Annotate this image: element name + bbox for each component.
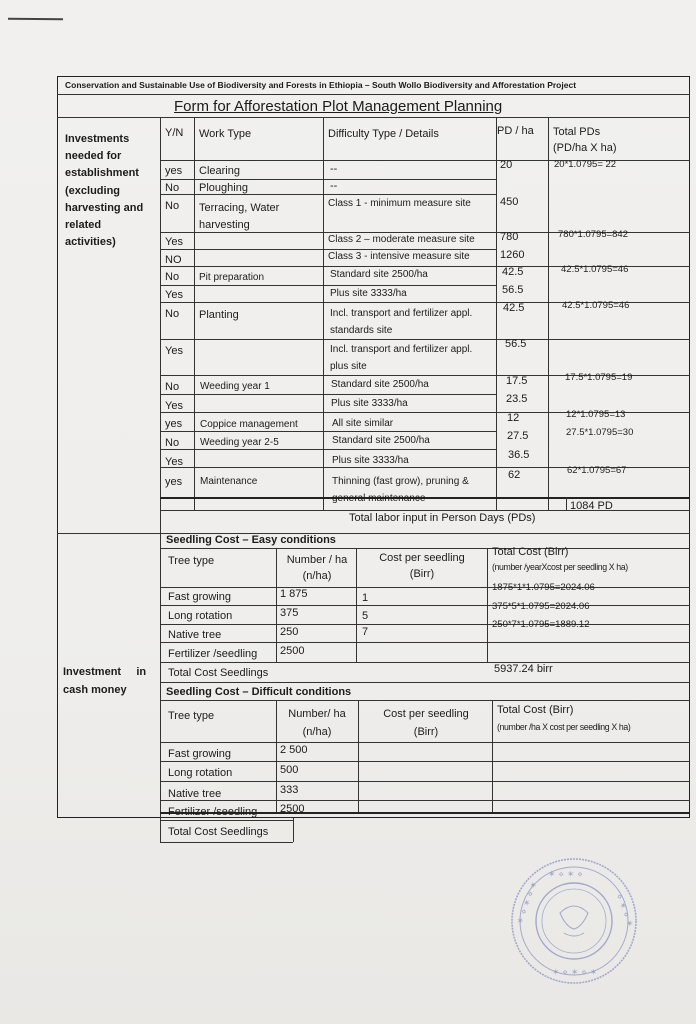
easy-col-cost: Cost per seedling (Birr) <box>379 552 465 580</box>
easy-total-value: 5937.24 birr <box>494 663 553 675</box>
table-row-diff: -- <box>330 163 338 175</box>
table-row-total: 1875*1*1.0795=2024.06 <box>492 582 595 593</box>
table-row-number: 2500 <box>280 645 305 657</box>
difficult-conditions-heading: Seedling Cost – Difficult conditions <box>166 686 352 698</box>
table-row-total: 17.5*1.0795=19 <box>565 372 633 383</box>
table-row-diff: Incl. transport and fertilizer appl. plus site <box>330 344 473 372</box>
table-row-diff: Class 3 - intensive measure site <box>328 251 470 262</box>
table-row-diff: Class 1 - minimum measure site <box>328 198 471 209</box>
svg-text:✶ ⋄ ✶ ⋄: ✶ ⋄ ✶ ⋄ <box>548 870 583 880</box>
table-row-pd: 62 <box>508 469 521 481</box>
form-title: Form for Afforestation Plot Management Planning <box>174 98 503 115</box>
table-row-total: 20*1.0795= 22 <box>554 159 617 170</box>
table-row-cost: 5 <box>362 610 369 622</box>
total-labor-label: Total labor input in Person Days (PDs) <box>349 512 536 524</box>
table-row-pd: 450 <box>500 196 519 208</box>
col-difficulty: Difficulty Type / Details <box>328 128 439 140</box>
table-row-diff: Thinning (fast grow), pruning & general maintenance <box>332 476 469 504</box>
col-total-pds: Total PDs (PD/ha X ha) <box>553 126 617 154</box>
table-row-diff: Plus site 3333/ha <box>332 455 409 466</box>
table-row-yn: No <box>165 200 180 212</box>
table-row-diff: Class 2 – moderate measure site <box>328 234 475 245</box>
table-row-pd: 42.5 <box>502 266 524 278</box>
table-row-number: 500 <box>280 764 299 776</box>
table-row-diff: All site similar <box>332 418 394 429</box>
table-row-number: 333 <box>280 784 299 796</box>
col-pd-ha: PD / ha <box>497 125 534 137</box>
col-work-type: Work Type <box>199 128 252 140</box>
table-row-pd: 23.5 <box>506 393 528 405</box>
table-row-yn: No <box>165 381 180 393</box>
table-row-type: Long rotation <box>168 767 233 779</box>
svg-text:✶ ⋄ ✶ ⋄ ✶: ✶ ⋄ ✶ ⋄ ✶ <box>515 879 541 927</box>
table-row-pd: 56.5 <box>502 284 524 296</box>
table-row-diff: Standard site 2500/ha <box>331 379 429 390</box>
table-row-total: 62*1.0795=67 <box>567 465 627 476</box>
table-row-type: Fast growing <box>168 591 231 603</box>
easy-total-label: Total Cost Seedlings <box>168 667 269 679</box>
table-row-yn: yes <box>165 165 183 177</box>
table-row-type: Long rotation <box>168 610 233 622</box>
table-row-total: 42.5*1.0795=46 <box>561 264 629 275</box>
table-row-yn: No <box>165 271 180 283</box>
project-header: Conservation and Sustainable Use of Biodiversity and Forests in Ethiopia – South Wollo Biodiversity and Afforestation Project <box>65 80 577 90</box>
table-row-cost: 1 <box>362 592 369 604</box>
official-seal-icon <box>508 855 640 987</box>
table-row-diff: Standard site 2500/ha <box>332 435 430 446</box>
table-row-number: 1 875 <box>280 588 308 600</box>
table-row-pd: 17.5 <box>506 375 528 387</box>
table-row-type: Fertilizer /seedling <box>168 806 258 818</box>
table-row-yn: yes <box>165 418 183 430</box>
table-row-number: 250 <box>280 626 299 638</box>
table-row-total: 42.5*1.0795=46 <box>562 300 630 311</box>
difficult-col-total: Total Cost (Birr) (number /ha X cost per seedling X ha) <box>497 704 631 732</box>
table-row-work: Weeding year 1 <box>200 381 270 392</box>
table-row-total: 27.5*1.0795=30 <box>566 427 634 438</box>
table-row-yn: No <box>165 437 180 449</box>
table-row-work: Weeding year 2-5 <box>200 437 279 448</box>
table-row-pd: 20 <box>500 159 513 171</box>
difficult-total-label: Total Cost Seedlings <box>168 826 269 838</box>
table-row-pd: 780 <box>500 231 519 243</box>
table-row-work: Clearing <box>199 165 240 177</box>
table-row-yn: Yes <box>165 289 183 301</box>
table-row-pd: 12 <box>507 412 520 424</box>
table-row-diff: Standard site 2500/ha <box>330 269 428 280</box>
table-row-total: 375*5*1.0795=2024.06 <box>492 601 590 612</box>
table-row-yn: NO <box>165 254 182 266</box>
table-row-yn: Yes <box>165 345 183 357</box>
table-row-yn: No <box>165 308 180 320</box>
difficult-col-cost: Cost per seedling (Birr) <box>383 708 469 738</box>
easy-col-total: Total Cost (Birr) (number /yearXcost per seedling X ha) <box>492 546 628 572</box>
table-row-work: Pit preparation <box>199 272 265 283</box>
easy-col-tree-type: Tree type <box>168 555 215 567</box>
table-row-yn: No <box>165 182 180 194</box>
table-row-pd: 27.5 <box>507 430 529 442</box>
table-row-pd: 36.5 <box>508 449 530 461</box>
table-row-yn: Yes <box>165 400 183 412</box>
table-row-diff: Incl. transport and fertilizer appl. standards site <box>330 308 473 336</box>
table-row-total: 780*1.0795=842 <box>558 229 629 240</box>
table-row-diff: -- <box>330 180 338 192</box>
svg-text:⋄ ✶ ⋄ ✶: ⋄ ✶ ⋄ ✶ <box>613 892 635 929</box>
investment-cash-label: Investment in cash money <box>63 666 147 696</box>
table-row-work: Coppice management <box>200 419 298 430</box>
table-row-type: Fast growing <box>168 748 231 760</box>
difficult-col-number: Number/ ha (n/ha) <box>288 708 346 738</box>
table-row-total: 12*1.0795=13 <box>566 409 626 420</box>
difficult-col-tree-type: Tree type <box>168 710 215 722</box>
col-yn: Y/N <box>165 127 184 139</box>
table-row-yn: Yes <box>165 456 183 468</box>
table-row-type: Native tree <box>168 788 222 800</box>
table-row-diff: Plus site 3333/ha <box>331 398 408 409</box>
easy-conditions-heading: Seedling Cost – Easy conditions <box>166 534 336 546</box>
table-row-pd: 1260 <box>500 249 525 261</box>
svg-text:✶ ⋄ ✶ ⋄ ✶: ✶ ⋄ ✶ ⋄ ✶ <box>552 968 598 978</box>
table-row-cost: 7 <box>362 626 369 638</box>
table-row-work: Planting <box>199 309 239 321</box>
table-row-type: Fertilizer /seedling <box>168 648 258 660</box>
table-row-total: 250*7*1.0795=1889.12 <box>492 619 590 630</box>
table-row-work: Terracing, Water harvesting <box>199 202 280 231</box>
investments-label: Investments needed for establishment (excluding harvesting and related activities) <box>65 133 144 249</box>
table-row-pd: 42.5 <box>503 302 525 314</box>
table-row-number: 375 <box>280 607 299 619</box>
easy-col-number: Number / ha (n/ha) <box>286 554 348 582</box>
table-row-number: 2 500 <box>280 744 308 756</box>
table-row-yn: yes <box>165 476 183 488</box>
table-row-work: Ploughing <box>199 182 248 194</box>
table-row-yn: Yes <box>165 236 183 248</box>
table-row-type: Native tree <box>168 629 222 641</box>
table-row-pd: 56.5 <box>505 338 527 350</box>
table-row-number: 2500 <box>280 803 305 815</box>
table-row-work: Maintenance <box>200 476 258 487</box>
total-labor-value: 1084 PD <box>570 500 613 512</box>
table-row-diff: Plus site 3333/ha <box>330 288 407 299</box>
